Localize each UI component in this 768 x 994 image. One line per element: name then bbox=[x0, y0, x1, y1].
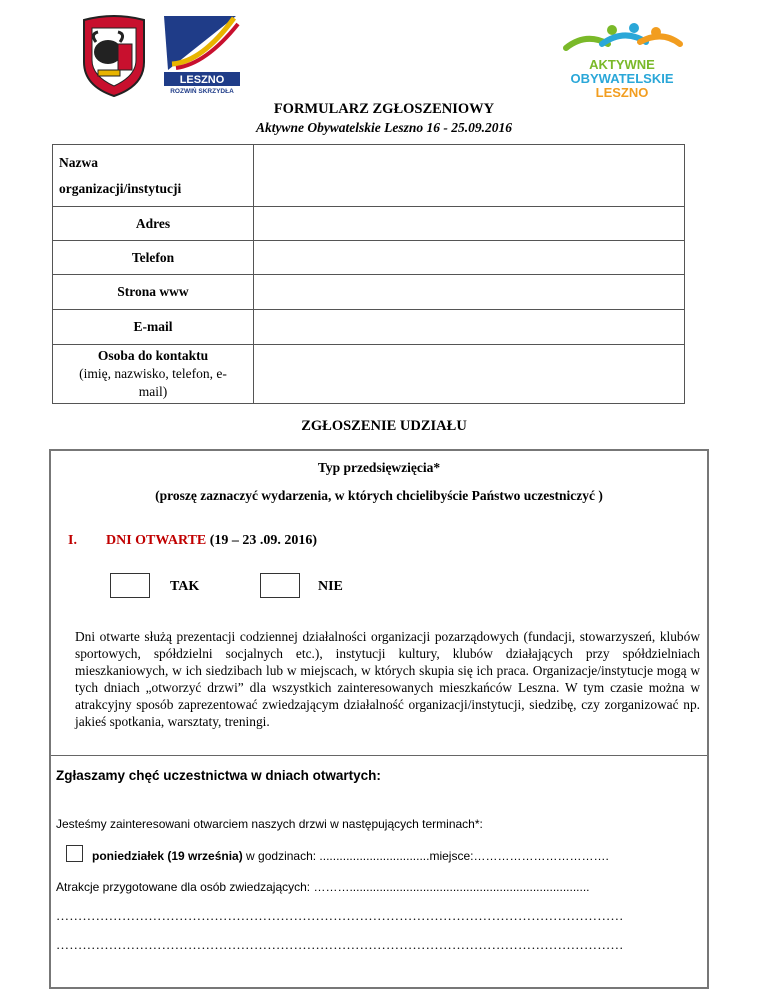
event-type-instruction: (proszę zaznaczyć wydarzenia, w których chcielibyście Państwo uczestniczyć ) bbox=[155, 488, 603, 503]
section-title-red: DNI OTWARTE bbox=[106, 533, 207, 548]
monday-checkbox[interactable] bbox=[66, 845, 83, 862]
org-name-label-line-1: Nazwa bbox=[59, 154, 98, 170]
section-divider bbox=[51, 755, 707, 756]
leszno-logo-text: LESZNO bbox=[179, 74, 225, 86]
address-field[interactable] bbox=[254, 207, 685, 241]
aol-logo-line-1: AKTYWNE bbox=[589, 57, 655, 72]
leszno-city-logo bbox=[162, 14, 242, 94]
contact-label-sub-2: mail) bbox=[138, 384, 168, 399]
leszno-logo-subtext: ROZWIŃ SKRZYDŁA bbox=[170, 88, 234, 94]
no-label: NIE bbox=[318, 579, 343, 594]
aol-logo-line-3: LESZNO bbox=[595, 85, 649, 100]
phone-label: Telefon bbox=[53, 241, 254, 275]
dotted-line-2[interactable]: ………………………………………………………………………………………………………………… bbox=[56, 937, 624, 952]
monday-hours-place[interactable]: w godzinach: .................................miejsce:……………………………. bbox=[242, 849, 609, 863]
org-name-field[interactable] bbox=[254, 145, 685, 207]
contact-label bbox=[53, 345, 254, 404]
www-label: Strona www bbox=[53, 275, 254, 310]
monday-line bbox=[92, 849, 609, 863]
address-label: Adres bbox=[53, 207, 254, 241]
section-title-dates: (19 – 23 .09. 2016) bbox=[206, 533, 318, 548]
aktywne-obywatelskie-leszno-logo bbox=[558, 18, 686, 102]
yes-label: TAK bbox=[170, 579, 200, 594]
org-name-label-line-2: organizacji/instytucji bbox=[59, 180, 182, 196]
attractions-line[interactable]: Atrakcje przygotowane dla osób zwiedzających: ………........................................................................ bbox=[56, 880, 590, 894]
open-days-description: Dni otwarte służą prezentacji codziennej działalności organizacji pozarządowych (fundacji, stowarzyszeń, klubów sportowych, spółdzielni socjalnych etc.), instytucji kultury, klubów działających przy spółdzielniach mieszkaniowych, w ich siedzibach lub w miejscach, w których skupia się ich praca. Organizacje/instytucje mogą w tych dniach „otworzyć drzwi” dla wszystkich zainteresowanych mieszkańców Leszna. W tym czasie można w atrakcyjny sposób zaprezentować zwiedzającym działalność organizacji/instytucji, siedzibę, czy zorganizować np. jakieś spotkania, warsztaty, treningi. bbox=[75, 629, 700, 730]
contact-field[interactable] bbox=[254, 345, 685, 404]
email-field[interactable] bbox=[254, 310, 685, 345]
leszno-coat-of-arms-logo bbox=[78, 14, 150, 98]
form-subtitle: Aktywne Obywatelskie Leszno 16 - 25.09.2016 bbox=[255, 120, 513, 135]
participation-heading: Zgłaszamy chęć uczestnictwa w dniach otwartych: bbox=[56, 768, 381, 783]
contact-label-sub-1: (imię, nazwisko, telefon, e- bbox=[79, 366, 227, 381]
dotted-line-1[interactable]: ………………………………………………………………………………………………………………… bbox=[56, 908, 624, 923]
registration-heading: ZGŁOSZENIE UDZIAŁU bbox=[301, 418, 467, 434]
email-label: E-mail bbox=[53, 310, 254, 345]
phone-field[interactable] bbox=[254, 241, 685, 275]
form-title: FORMULARZ ZGŁOSZENIOWY bbox=[273, 101, 495, 117]
no-checkbox[interactable] bbox=[260, 573, 300, 598]
section-number: I. bbox=[68, 533, 77, 548]
www-field[interactable] bbox=[254, 275, 685, 310]
yes-checkbox[interactable] bbox=[110, 573, 150, 598]
aol-logo-line-2: OBYWATELSKIE bbox=[570, 71, 674, 86]
monday-label: poniedziałek (19 września) bbox=[92, 849, 243, 863]
event-type-title: Typ przedsięwzięcia* bbox=[317, 460, 441, 475]
interested-text: Jesteśmy zainteresowani otwarciem naszych drzwi w następujących terminach*: bbox=[56, 817, 483, 831]
organization-table bbox=[52, 144, 685, 404]
org-name-label bbox=[53, 145, 254, 207]
contact-label-title: Osoba do kontaktu bbox=[97, 348, 209, 363]
section-title bbox=[106, 533, 317, 549]
